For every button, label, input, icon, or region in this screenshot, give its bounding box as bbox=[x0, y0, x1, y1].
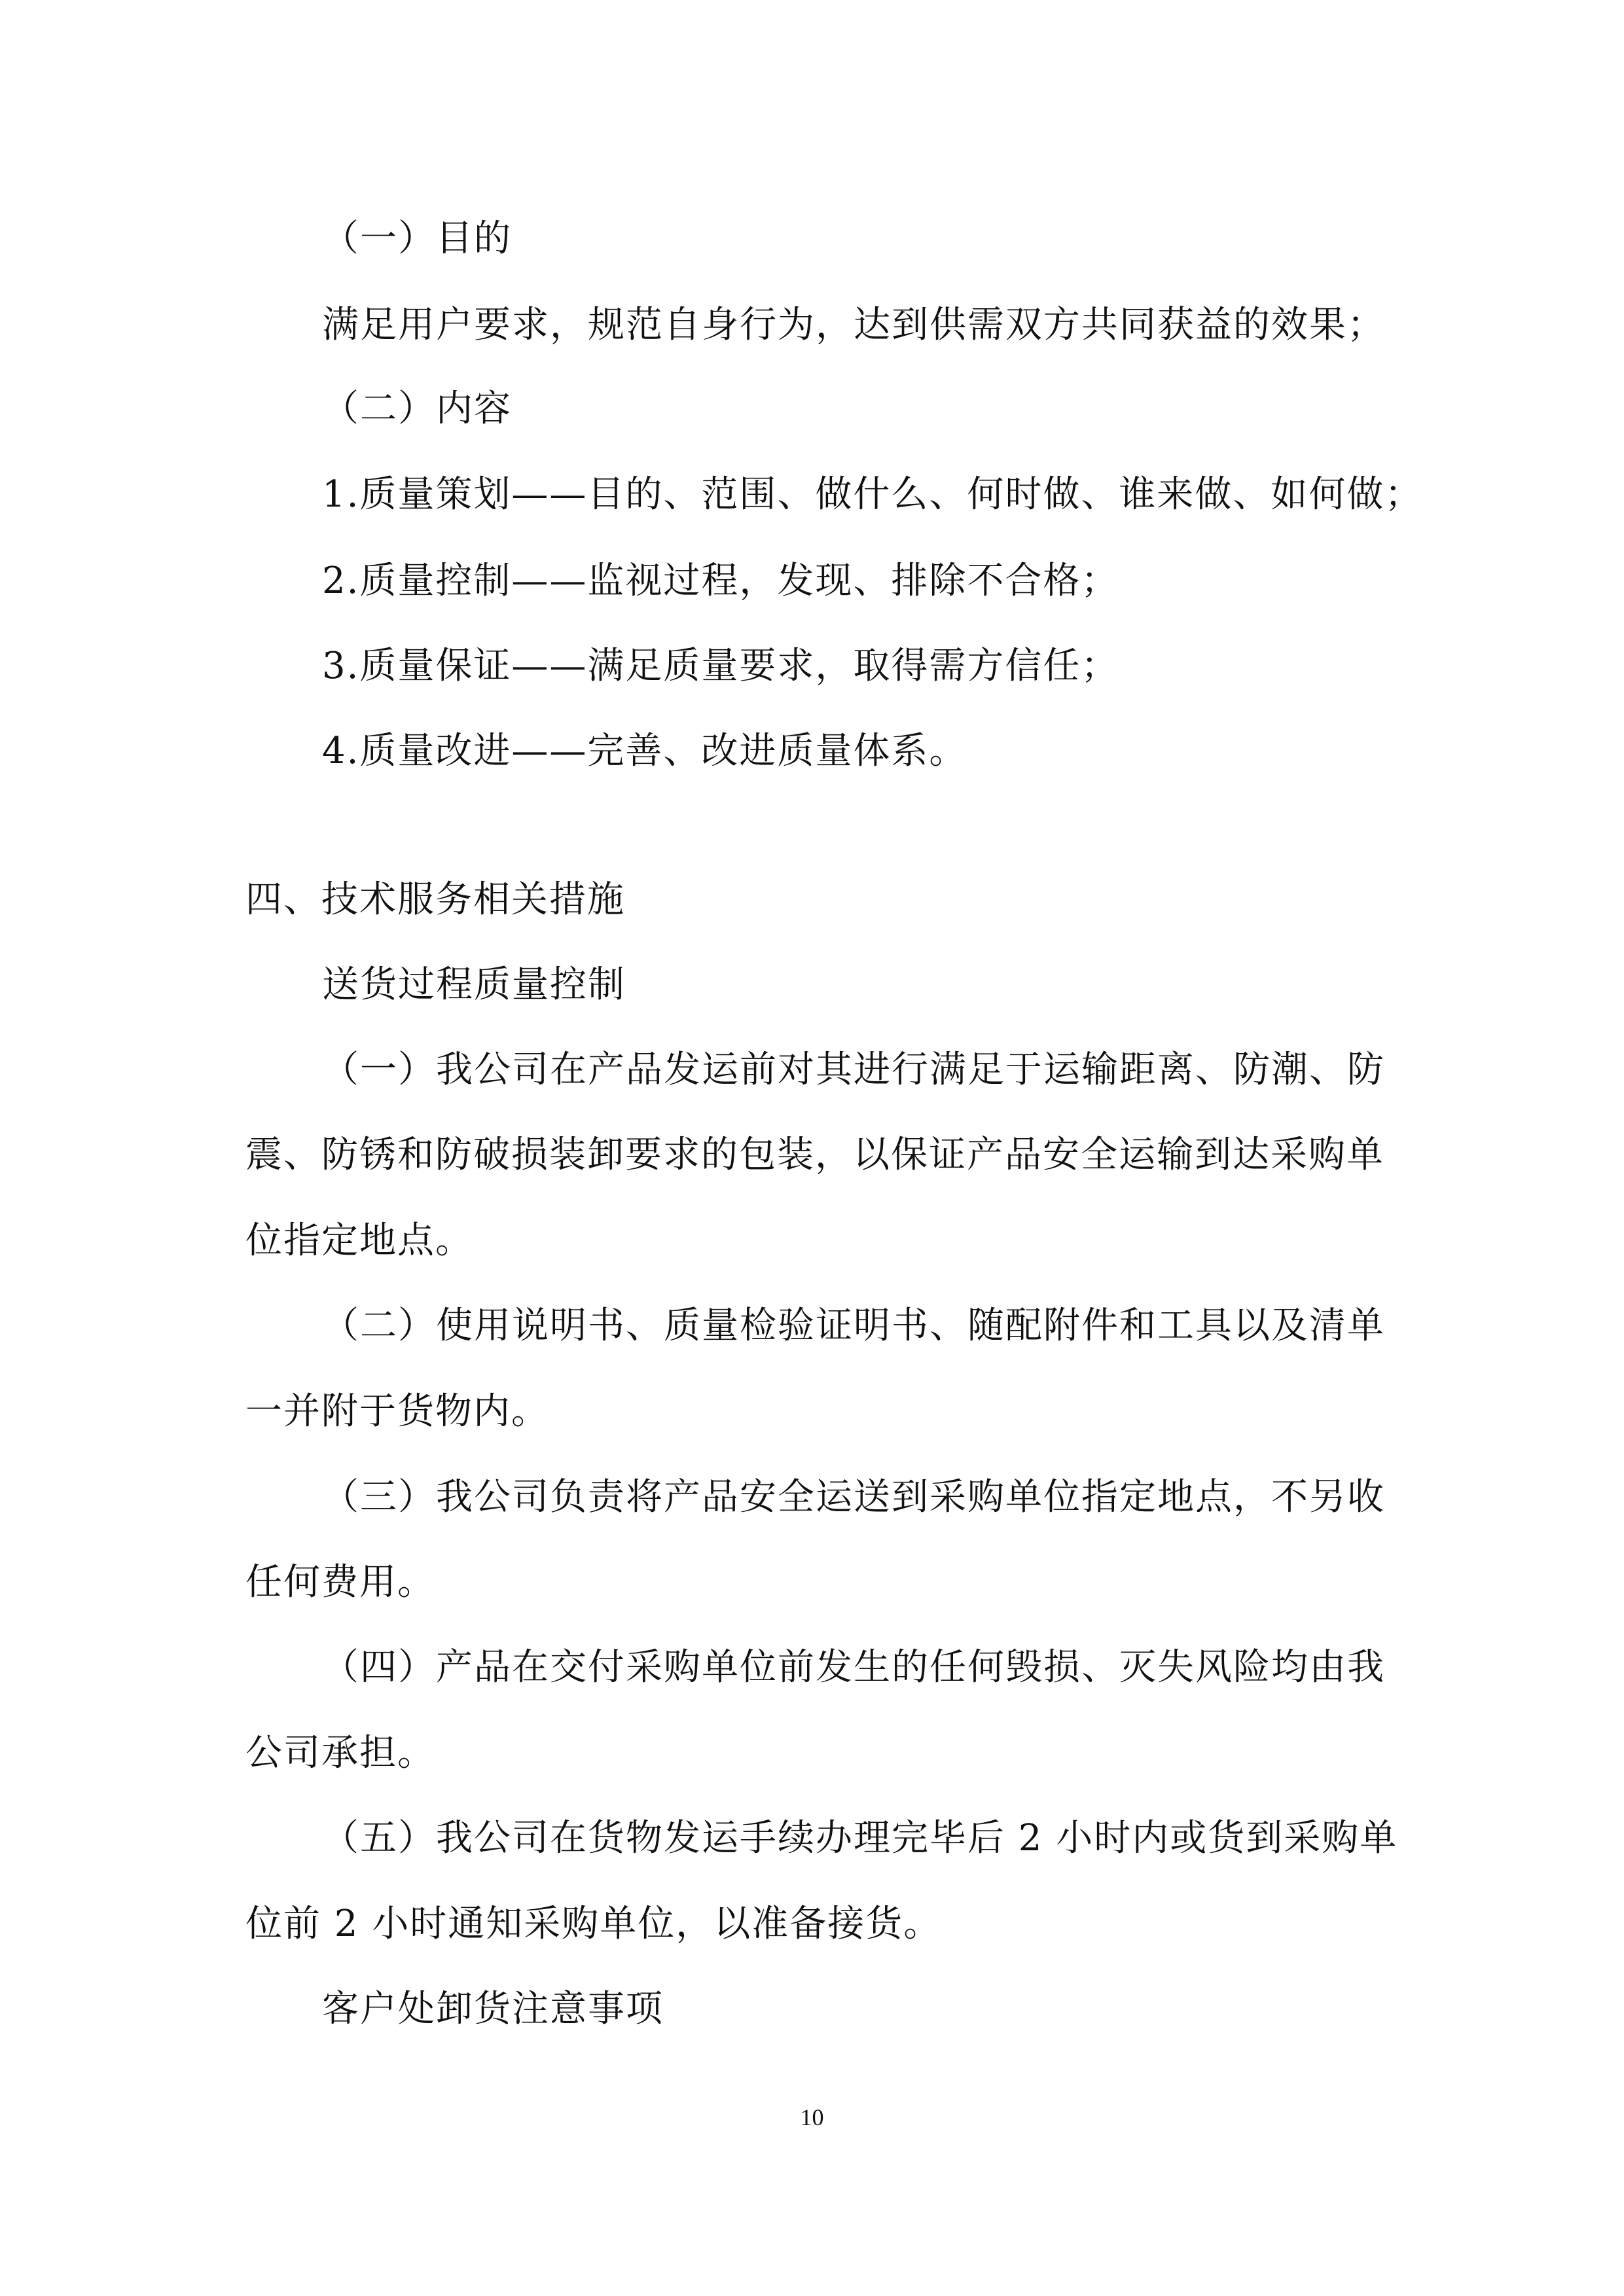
paragraph-1-line-1: （一）我公司在产品发运前对其进行满足于运输距离、防潮、防 bbox=[322, 1049, 1385, 1091]
purpose-text: 满足用户要求，规范自身行为，达到供需双方共同获益的效果； bbox=[322, 304, 1385, 346]
heading-purpose: （一）目的 bbox=[322, 217, 512, 260]
section-subtitle-2: 客户处卸货注意事项 bbox=[322, 1988, 664, 2030]
paragraph-5-line-2: 位前 2 小时通知采购单位，以准备接货。 bbox=[245, 1903, 942, 1945]
list-item-2: 2.质量控制——监视过程，发现、排除不合格； bbox=[322, 560, 1119, 602]
section-subtitle: 送货过程质量控制 bbox=[322, 963, 626, 1006]
list-item-1: 1.质量策划——目的、范围、做什么、何时做、谁来做、如何做； bbox=[322, 473, 1423, 516]
paragraph-1-line-3: 位指定地点。 bbox=[245, 1219, 473, 1262]
paragraph-5-line-1: （五）我公司在货物发运手续办理完毕后 2 小时内或货到采购单 bbox=[322, 1817, 1398, 1859]
section-title: 四、技术服务相关措施 bbox=[245, 878, 625, 921]
paragraph-3-line-1: （三）我公司负责将产品安全运送到采购单位指定地点，不另收 bbox=[322, 1476, 1385, 1518]
paragraph-4-line-2: 公司承担。 bbox=[245, 1732, 435, 1774]
paragraph-4-line-1: （四）产品在交付采购单位前发生的任何毁损、灭失风险均由我 bbox=[322, 1646, 1385, 1689]
paragraph-1-line-2: 震、防锈和防破损装卸要求的包装，以保证产品安全运输到达采购单 bbox=[245, 1134, 1384, 1176]
list-item-3: 3.质量保证——满足质量要求，取得需方信任； bbox=[322, 645, 1119, 687]
list-item-4: 4.质量改进——完善、改进质量体系。 bbox=[322, 730, 967, 772]
paragraph-2-line-2: 一并附于货物内。 bbox=[245, 1390, 549, 1433]
paragraph-3-line-2: 任何费用。 bbox=[245, 1561, 435, 1604]
page-number: 10 bbox=[800, 2104, 824, 2130]
heading-content: （二）内容 bbox=[322, 387, 512, 430]
paragraph-2-line-1: （二）使用说明书、质量检验证明书、随配附件和工具以及清单 bbox=[322, 1304, 1385, 1347]
